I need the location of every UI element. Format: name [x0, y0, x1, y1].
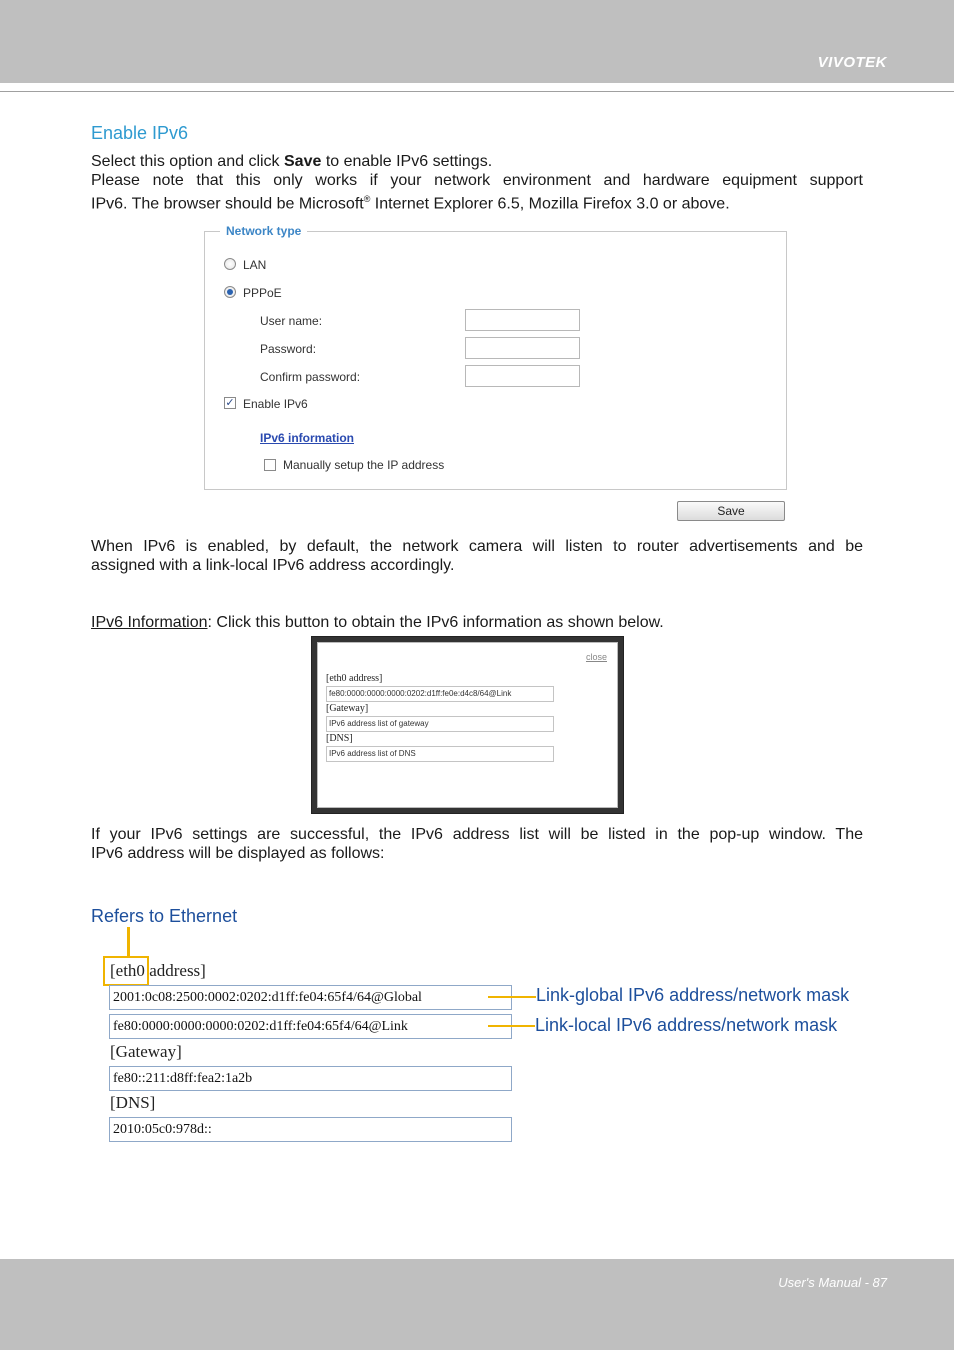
popup-dns-field: IPv6 address list of DNS [326, 746, 554, 762]
popup-window [317, 642, 618, 808]
page-number: User's Manual - 87 [778, 1275, 887, 1290]
lan-label: LAN [243, 258, 267, 272]
refers-to-ethernet-title: Refers to Ethernet [91, 906, 238, 926]
link-address-field: fe80:0000:0000:0000:0202:d1ff:fe04:65f4/64@Link [109, 1014, 512, 1039]
global-annotation-line [488, 996, 536, 998]
highlight-connector [127, 927, 130, 956]
ipv6-info-term: IPv6 Information [91, 614, 208, 631]
enable-ipv6-description [91, 152, 863, 213]
network-type-legend: Network type [220, 224, 307, 238]
popup-eth0-field: fe80:0000:0000:0000:0202:d1ff:fe0e:d4c8/64@Link [326, 686, 554, 702]
page-footer [0, 1259, 954, 1350]
ipv6-info-paragraph: IPv6 Information: Click this button to obtain the IPv6 information as shown below. [91, 614, 664, 631]
gateway-label: [Gateway] [110, 1042, 182, 1061]
popup-close-link[interactable]: close [585, 652, 607, 662]
ipv6-info-popup-screenshot [311, 636, 624, 814]
header-divider [0, 91, 954, 92]
listen-line-1: When IPv6 is enabled, by default, the network camera will listen to router advertisements and be [91, 538, 863, 555]
listen-paragraph [91, 537, 863, 575]
confirm-password-label: Confirm password: [260, 370, 361, 384]
confirm-password-input[interactable] [465, 365, 580, 387]
lan-radio[interactable] [224, 258, 236, 270]
popup-gateway-label: [Gateway] [326, 703, 369, 714]
manual-setup-checkbox[interactable] [264, 459, 276, 471]
pppoe-label: PPPoE [243, 286, 282, 300]
global-address-field: 2001:0c08:2500:0002:0202:d1ff:fe04:65f4/64@Global [109, 985, 512, 1010]
enable-ipv6-checkbox[interactable]: ✓ [225, 397, 235, 409]
enable-ipv6-title: Enable IPv6 [91, 123, 189, 143]
listen-line-2: assigned with a link-local IPv6 address accordingly. [91, 557, 455, 574]
global-annotation: Link-global IPv6 address/network mask [536, 985, 850, 1005]
description-line-2: Please note that this only works if your network environment and hardware equipment support [91, 172, 863, 189]
user-name-label: User name: [260, 314, 323, 328]
user-name-input[interactable] [465, 309, 580, 331]
enable-ipv6-label: Enable IPv6 [243, 397, 308, 411]
gateway-field: fe80::211:d8ff:fea2:1a2b [109, 1066, 512, 1091]
password-label: Password: [260, 342, 317, 356]
success-paragraph [91, 825, 863, 863]
popup-dns-label: [DNS] [326, 733, 353, 744]
pppoe-radio[interactable] [224, 286, 236, 298]
description-line-3: IPv6. The browser should be Microsoft® Internet Explorer 6.5, Mozilla Firefox 3.0 or above. [91, 194, 730, 213]
success-line-1: If your IPv6 settings are successful, the IPv6 address list will be listed in the pop-up window. The [91, 826, 863, 843]
save-button[interactable]: Save [677, 501, 785, 521]
popup-gateway-field: IPv6 address list of gateway [326, 716, 554, 732]
local-annotation-line [488, 1025, 535, 1027]
page-header [0, 0, 954, 83]
manual-setup-label: Manually setup the IP address [283, 458, 445, 472]
network-type-panel [204, 231, 787, 490]
success-line-2: IPv6 address will be displayed as follows: [91, 845, 385, 862]
local-annotation: Link-local IPv6 address/network mask [535, 1015, 838, 1035]
eth0-address-label: [eth0 address] [110, 961, 206, 980]
password-input[interactable] [465, 337, 580, 359]
popup-eth0-label: [eth0 address] [326, 673, 383, 684]
description-line-1: Select this option and click Save to enable IPv6 settings. [91, 153, 493, 170]
dns-field: 2010:05c0:978d:: [109, 1117, 512, 1142]
ipv6-information-link[interactable]: IPv6 information [260, 431, 355, 445]
brand-logo: VIVOTEK [817, 54, 887, 71]
dns-label: [DNS] [110, 1093, 156, 1112]
